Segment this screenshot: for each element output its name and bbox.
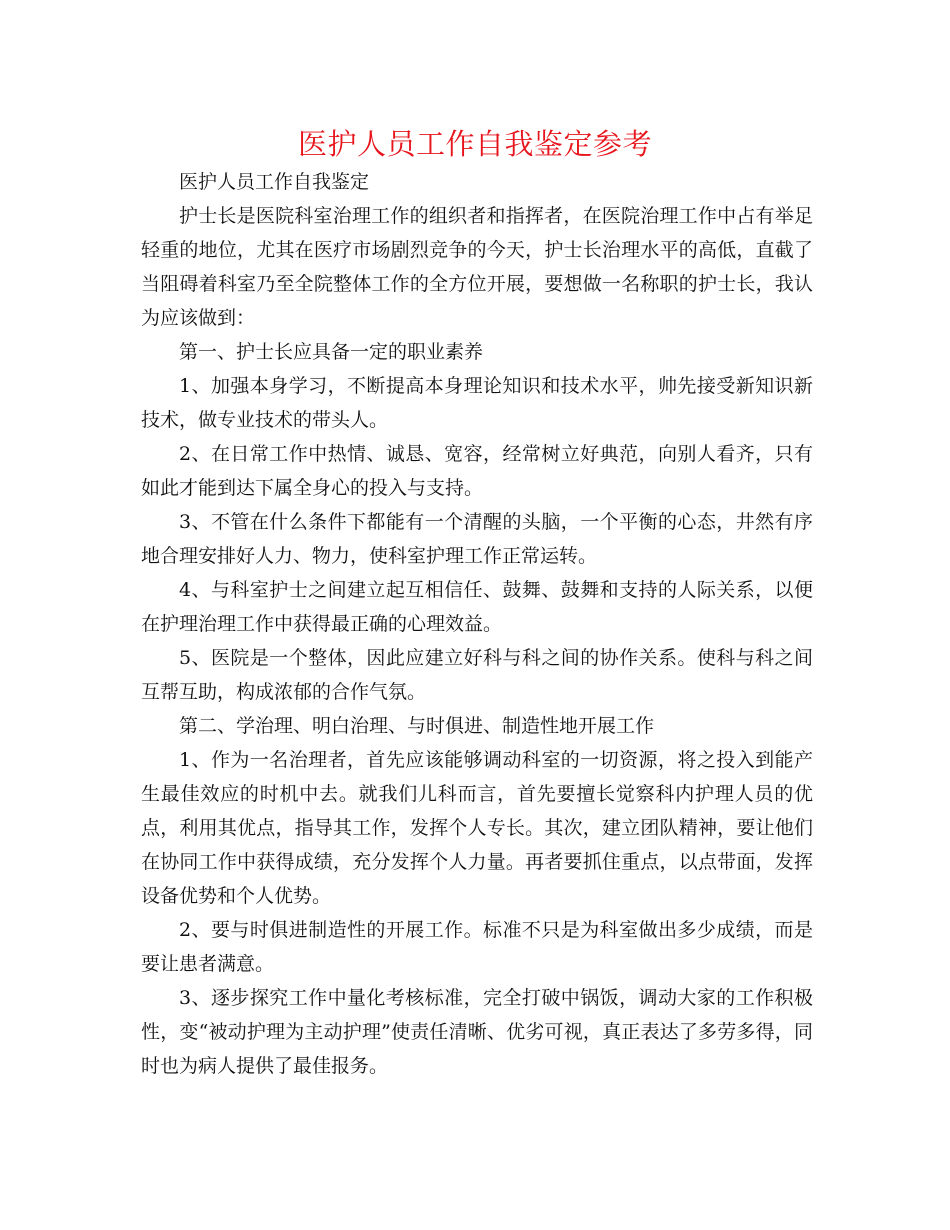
paragraph-1-5: 5、医院是一个整体，因此应建立好科与科之间的协作关系。使科与科之间互帮互助，构成浓郁的合作气氛。 bbox=[141, 647, 813, 703]
paragraph-1-3: 3、不管在什么条件下都能有一个清醒的头脑，一个平衡的心态，井然有序地合理安排好人力、物力，使科室护理工作正常运转。 bbox=[141, 511, 813, 567]
paragraph-intro: 护士长是医院科室治理工作的组织者和指挥者，在医院治理工作中占有举足轻重的地位，尤其在医疗市场剧烈竞争的今天，护士长治理水平的高低，直截了当阻碍着科室乃至全院整体工作的全方位开展，要想做一名称职的护士长，我认为应该做到： bbox=[141, 205, 813, 329]
paragraph-subtitle: 医护人员工作自我鉴定 bbox=[179, 171, 370, 193]
paragraph-1-2: 2、在日常工作中热情、诚恳、宽容，经常树立好典范，向别人看齐，只有如此才能到达下属全身心的投入与支持。 bbox=[141, 443, 813, 499]
paragraph-2-2: 2、要与时俱进制造性的开展工作。标准不只是为科室做出多少成绩，而是要让患者满意。 bbox=[141, 919, 813, 975]
section-heading-2: 第二、学治理、明白治理、与时俱进、制造性地开展工作 bbox=[179, 715, 655, 737]
paragraph-2-3: 3、逐步探究工作中量化考核标准，完全打破中锅饭，调动大家的工作积极性，变“被动护理为主动护理”使责任清晰、优劣可视，真正表达了多劳多得，同时也为病人提供了最佳报务。 bbox=[141, 987, 813, 1077]
paragraph-1-1: 1、加强本身学习，不断提高本身理论知识和技术水平，帅先接受新知识新技术，做专业技术的带头人。 bbox=[141, 375, 813, 431]
document-title: 医护人员工作自我鉴定参考 bbox=[297, 127, 652, 161]
section-heading-1: 第一、护士长应具备一定的职业素养 bbox=[179, 341, 484, 363]
document-body bbox=[141, 165, 813, 1083]
paragraph-2-1: 1、作为一名治理者，首先应该能够调动科室的一切资源，将之投入到能产生最佳效应的时机中去。就我们儿科而言，首先要擅长觉察科内护理人员的优点，利用其优点，指导其工作，发挥个人专长。其次，建立团队精神，要让他们在协同工作中获得成绩，充分发挥个人力量。再者要抓住重点，以点带面，发挥设备优势和个人优势。 bbox=[141, 749, 813, 907]
paragraph-1-4: 4、与科室护士之间建立起互相信任、鼓舞、鼓舞和支持的人际关系，以便在护理治理工作中获得最正确的心理效益。 bbox=[141, 579, 813, 635]
